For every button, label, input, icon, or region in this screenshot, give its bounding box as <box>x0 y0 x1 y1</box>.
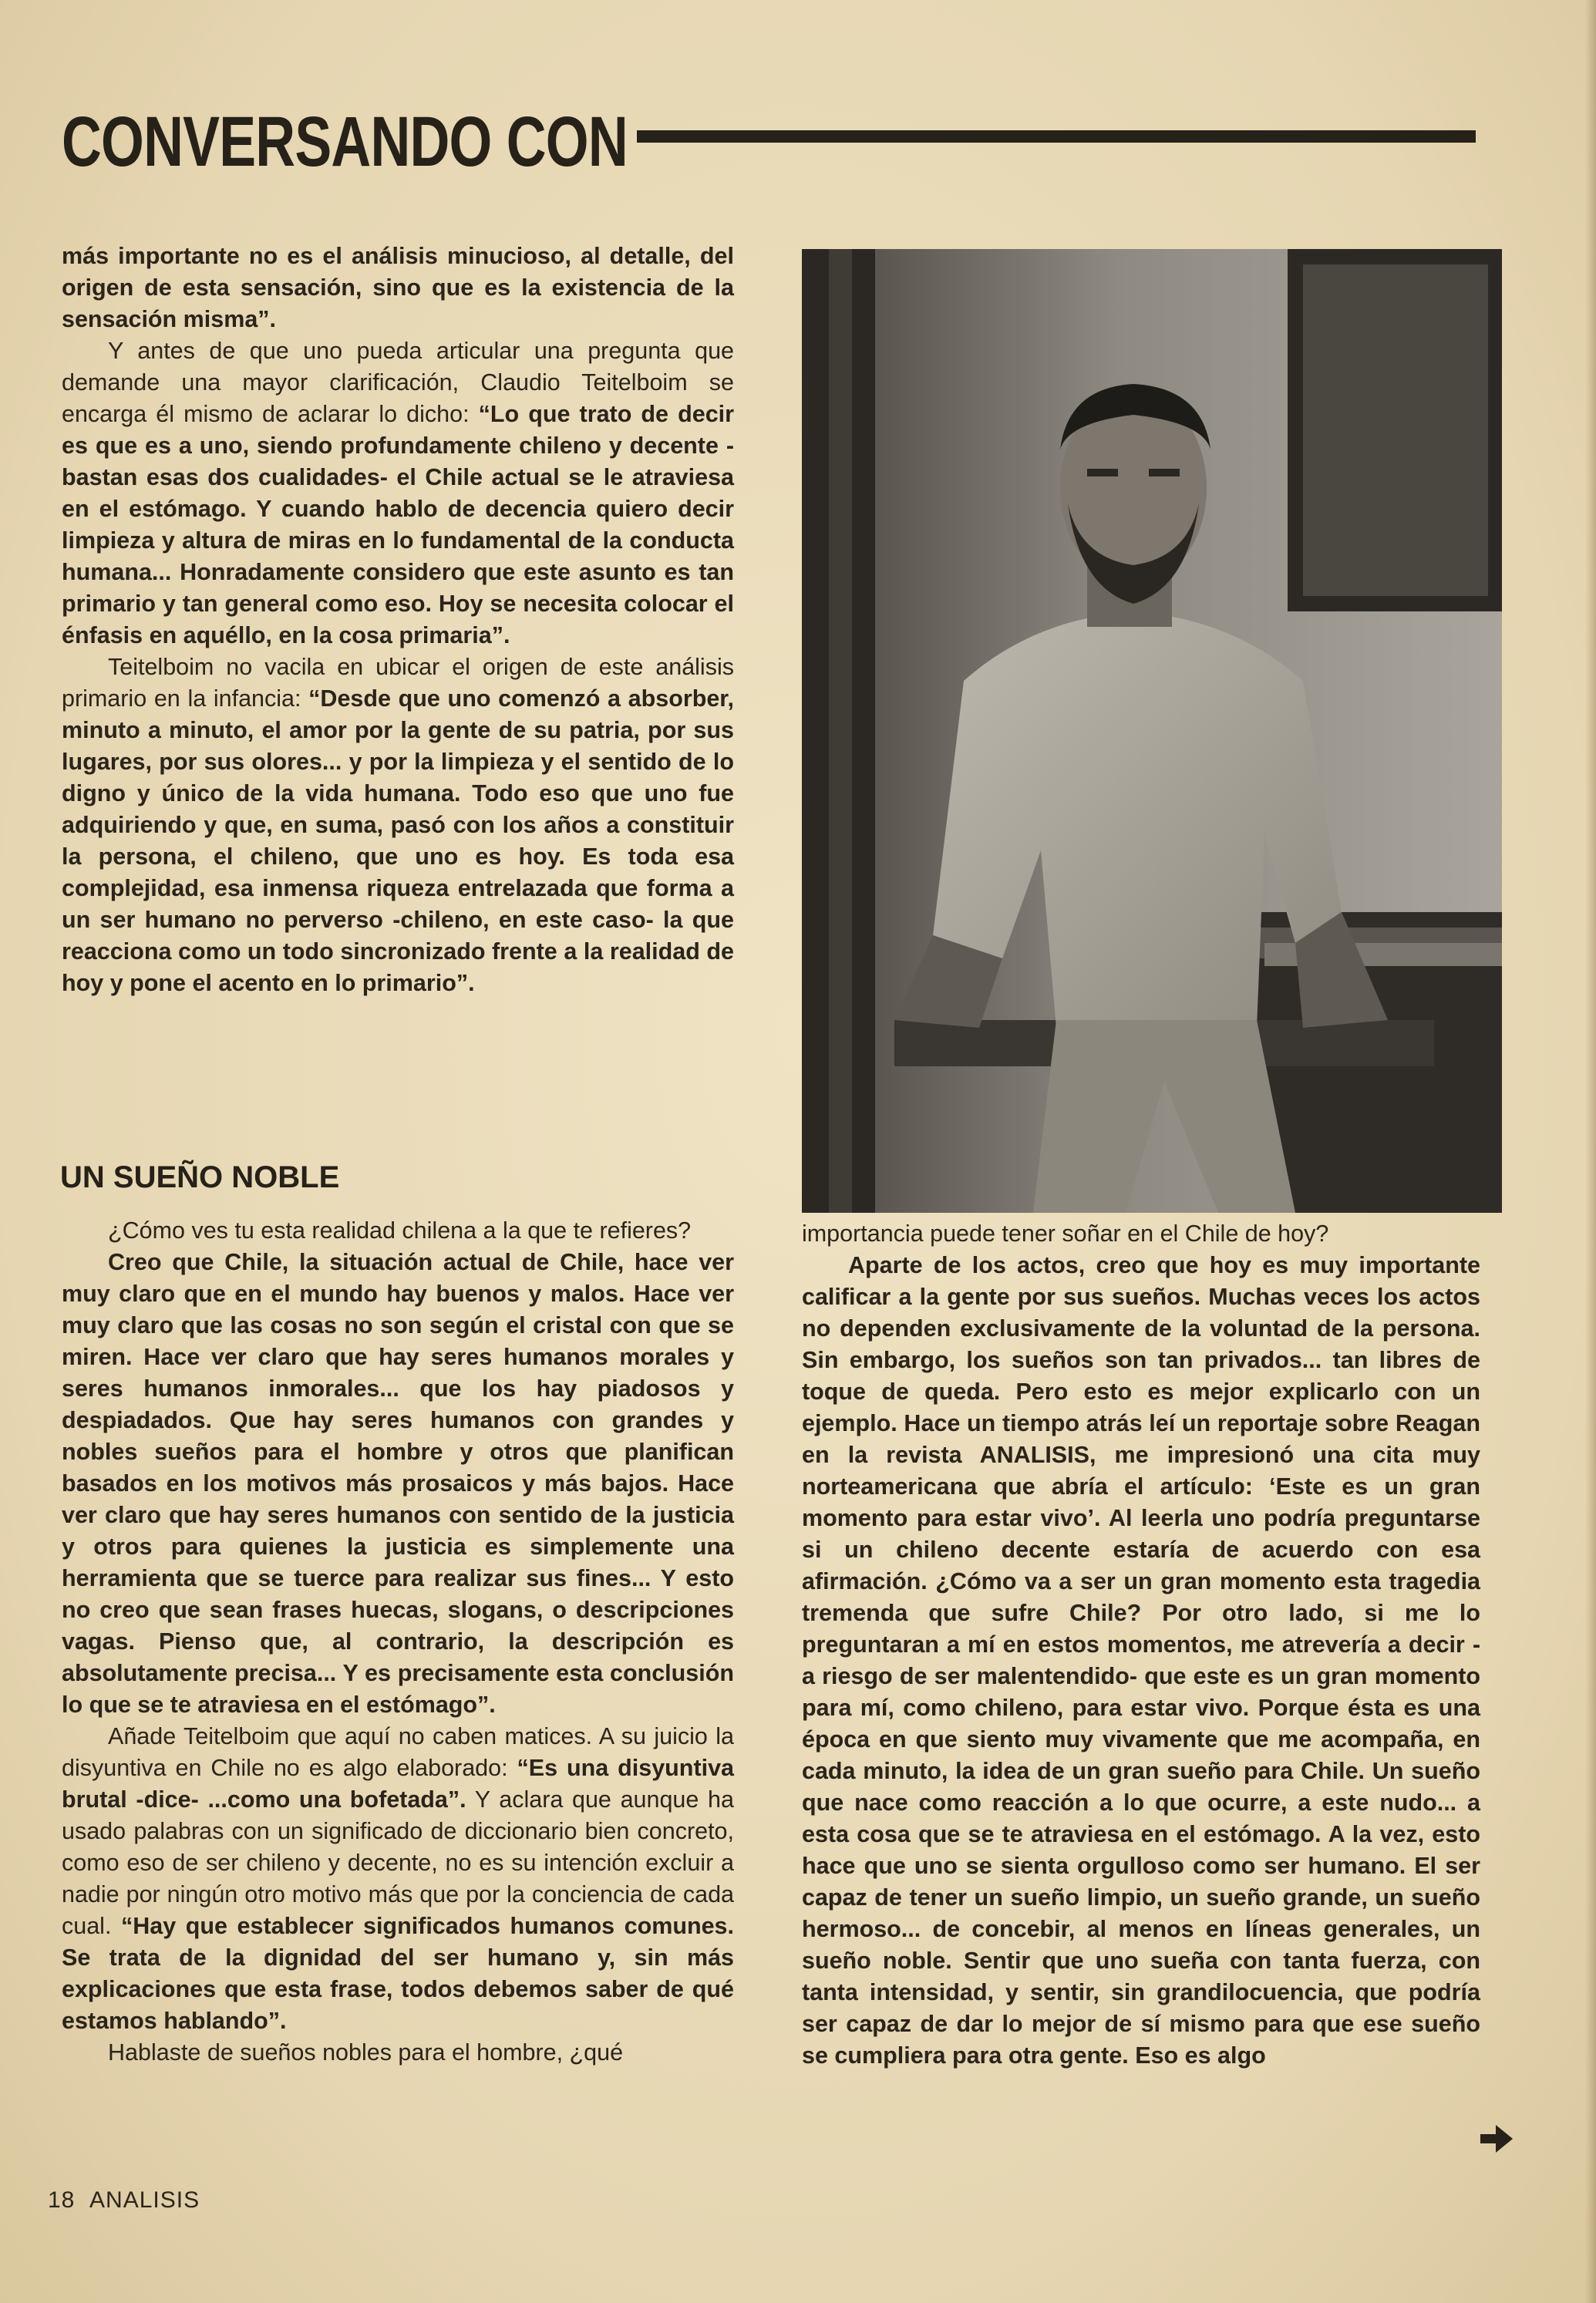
portrait-photo <box>802 249 1502 1213</box>
section-title: CONVERSANDO CON <box>62 103 628 181</box>
magazine-name: ANALISIS <box>89 2187 200 2213</box>
quote-2: “Lo que trato de decir es que es a uno, siendo profundamente chileno y decente -bastan esas dos cualidades- el Chile actual se le atraviesa en el estómago. Y cuando hablo de decencia quiero decir limpieza y altura de miras en lo fundamental de la conducta humana... Honradamente considero que este asunto es tan primario y tan general como eso. Hoy se necesita colocar el énfasis en aquéllo, en la cosa primaria”. <box>62 401 734 648</box>
narration-matices: Añade Teitelboim que aquí no caben matices. A su juicio la disyuntiva en Chile no es algo elaborado: <box>62 1723 734 1781</box>
narration-2: Y antes de que uno pueda articular una pregunta que demande una mayor clarificación, Claudio Teitelboim se encarga él mismo de aclarar lo dicho: <box>62 338 734 427</box>
narration-diccionario: Y aclara que aunque ha usado palabras con un significado de diccionario bien concreto, como eso de ser chileno y decente, no es su intención excluir a nadie por ningún otro motivo más que por la conciencia de cada cual. <box>62 1786 734 1939</box>
right-column <box>802 1218 1480 2072</box>
portrait-photo-icon <box>802 249 1502 1213</box>
question-1: ¿Cómo ves tu esta realidad chilena a la que te refieres? <box>108 1217 692 1244</box>
quote-3: “Desde que uno comenzó a absorber, minuto a minuto, el amor por la gente de su patria, por sus lugares, por sus olores... y por la limpieza y el sentido de lo digno y único de la vida humana. Todo eso que uno fue adquiriendo y que, en suma, pasó con los años a constituir la persona, el chileno, que uno es hoy. Es toda esa complejidad, esa inmensa riqueza entrelazada que forma a un ser humano no perverso -chileno, en este caso- la que reacciona como un todo sincronizado frente a la realidad de hoy y pone el acento en lo primario”. <box>62 685 734 996</box>
page-footer <box>48 2187 200 2214</box>
narration-3: Teitelboim no vacila en ubicar el origen de este análisis primario en la infancia: <box>62 654 734 712</box>
subheading: UN SUEÑO NOBLE <box>60 1160 340 1194</box>
paragraph-matices <box>62 1721 734 2037</box>
left-column-upper <box>62 241 734 999</box>
question-2-start: Hablaste de sueños nobles para el hombre, ¿qué <box>108 2039 624 2066</box>
question-2-end: importancia puede tener soñar en el Chile de hoy? <box>802 1221 1329 1247</box>
title-rule <box>637 130 1476 143</box>
answer-2: Aparte de los actos, creo que hoy es muy importante calificar a la gente por sus sueños. Muchas veces los actos no dependen exclusivamente de la voluntad de la persona. Sin embargo, los sueños son tan privados... tan libres de toque de queda. Pero esto es mejor explicarlo con un ejemplo. Hace un tiempo atrás leí un reportaje sobre Reagan en la revista ANALISIS, me impresionó una cita muy norteamericana que abría el artículo: ‘Este es un gran momento para estar vivo’. Al leerla uno podría preguntarse si un chileno decente estaría de acuerdo con esa afirmación. ¿Cómo va a ser un gran momento esta tragedia tremenda que sufre Chile? Por otro lado, si me lo preguntaran a mí en estos momentos, me atrevería a decir -a riesgo de ser malentendido- que este es un gran momento para mí, como chileno, para estar vivo. Porque ésta es una época en que siento muy vivamente que me acompaña, en cada minuto, la idea de un gran sueño para Chile. Un sueño que nace como reacción a lo que ocurre, a este nudo... a esta cosa que se te atraviesa en el estómago. A la vez, esto hace que uno se sienta orgulloso como ser humano. El ser capaz de tener un sueño limpio, un sueño grande, un sueño hermoso... de concebir, al menos en líneas generales, un sueño noble. Sentir que uno sueña con tanta fuerza, con tanta intensidad, y sentir, sin grandilocuencia, que podría ser capaz de dar lo mejor de sí mismo para que ese sueño se cumpliera para otra gente. Eso es algo <box>802 1252 1480 2069</box>
paragraph-1: más importante no es el análisis minucioso, al detalle, del origen de esta sensación, sino que es la existencia de la sensación misma”. <box>62 243 734 332</box>
quote-significados: “Hay que establecer significados humanos comunes. Se trata de la dignidad del ser humano y, sin más explicaciones que esta frase, todos debemos saber de qué estamos hablando”. <box>62 1913 734 2034</box>
answer-1: Creo que Chile, la situación actual de Chile, hace ver muy claro que en el mundo hay buenos y malos. Hace ver muy claro que las cosas no son según el cristal con que se miren. Hace ver claro que hay seres humanos morales y seres humanos inmorales... que los hay piadosos y despiadados. Que hay seres humanos con grandes y nobles sueños para el hombre y otros que planifican basados en los motivos más prosaicos y más bajos. Hace ver claro que hay seres humanos con sentido de la justicia y otros para quienes la justicia es simplemente una herramienta que se tuerce para realizar sus fines... Y esto no creo que sean frases huecas, slogans, o descripciones vagas. Pienso que, al contrario, la descripción es absolutamente precisa... Y es precisamente esta conclusión lo que se te atraviesa en el estómago”. <box>62 1249 734 1718</box>
left-column-lower <box>62 1215 734 2069</box>
page-number: 18 <box>48 2187 76 2213</box>
paragraph-2 <box>62 335 734 652</box>
arrow-right-icon <box>1480 2125 1513 2153</box>
quote-bofetada: “Es una disyuntiva brutal -dice- ...como una bofetada”. <box>62 1755 734 1813</box>
paragraph-3 <box>62 652 734 999</box>
